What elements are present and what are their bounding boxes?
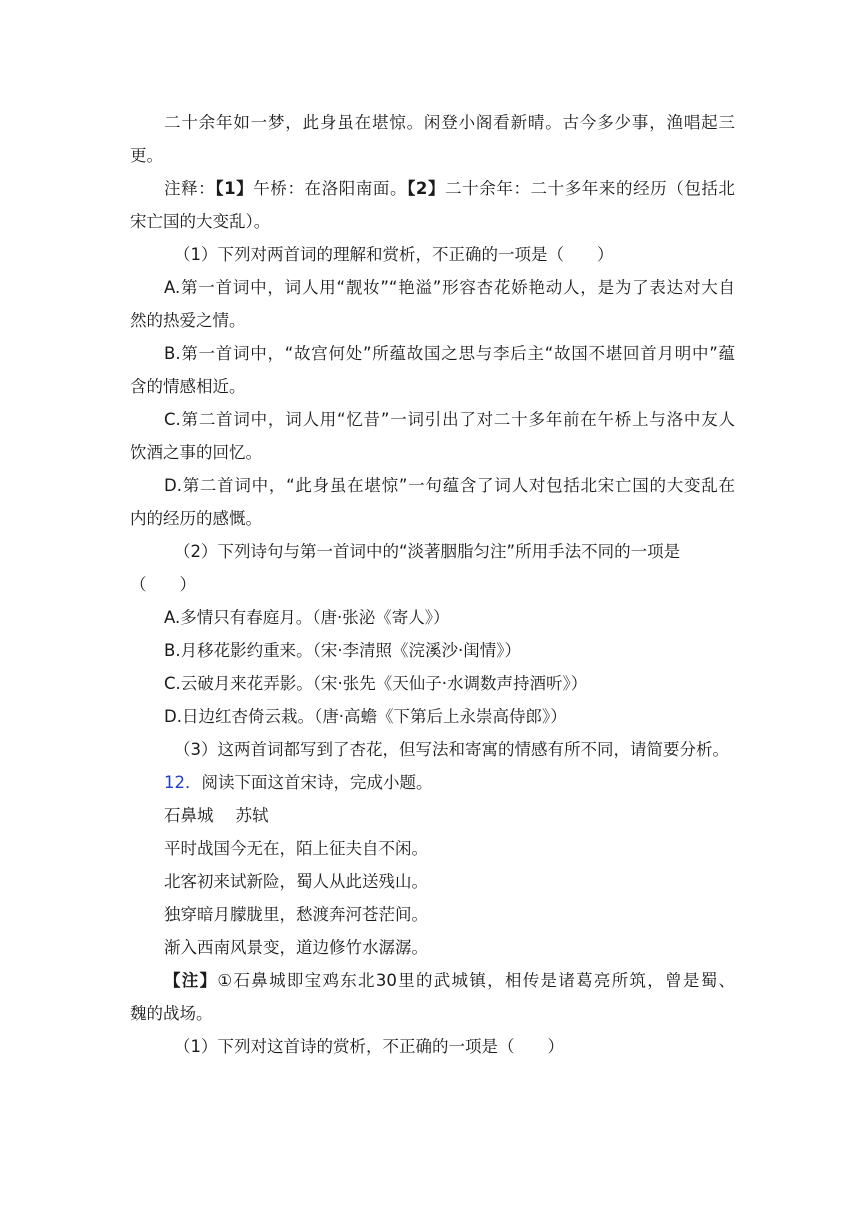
poem-line xyxy=(130,106,735,139)
answer-blank: （ ） xyxy=(130,575,196,594)
option-text: C.云破月来花弄影。（宋·张先《天仙子·水调数声持酒听》） xyxy=(164,674,588,693)
item-header xyxy=(130,766,735,799)
option-text: A.多情只有春庭月。（唐·张泌《寄人》） xyxy=(164,608,450,627)
question-text: （1）下列对两首词的理解和赏析，不正确的一项是（ ） xyxy=(174,245,614,264)
answer-paren xyxy=(130,568,735,601)
option-text: D.日边红杏倚云栽。（唐·高蟾《下第后上永崇高侍郎》） xyxy=(164,707,567,726)
poem-title: 石鼻城 xyxy=(164,806,214,825)
poem-note-cont xyxy=(130,997,735,1030)
option-a xyxy=(130,271,735,304)
note-marker: 【2】 xyxy=(407,179,446,198)
poem-author: 苏轼 xyxy=(235,806,269,825)
option-b xyxy=(130,337,735,370)
note-label: 【注】 xyxy=(164,971,218,990)
question-text: （2）下列诗句与第一首词中的“淡著胭脂匀注”所用手法不同的一项是 xyxy=(174,542,681,561)
option-c xyxy=(130,403,735,436)
question-text: （1）下列对这首诗的赏析，不正确的一项是（ ） xyxy=(174,1037,564,1056)
document-body xyxy=(130,106,735,1063)
option-d xyxy=(130,700,735,733)
option-text: B.第一首词中，“故宫何处”所蕴故国之思与李后主“故国不堪回首月明中”蕴 xyxy=(164,344,735,363)
notes-line xyxy=(130,172,735,205)
verse-text: 独穿暗月朦胧里，愁渡奔河苍茫间。 xyxy=(164,905,428,924)
question-stem xyxy=(130,535,735,568)
option-text: A.第一首词中，词人用“靓妆”“艳溢”形容杏花娇艳动人，是为了表达对大自 xyxy=(164,278,735,297)
verse-line xyxy=(130,832,735,865)
option-c-cont xyxy=(130,436,735,469)
option-d xyxy=(130,469,735,502)
option-d-cont xyxy=(130,502,735,535)
option-text: B.月移花影约重来。（宋·李清照《浣溪沙·闺情》） xyxy=(164,641,522,660)
verse-text: 渐入西南风景变，道边修竹水潺潺。 xyxy=(164,938,428,957)
option-a-cont xyxy=(130,304,735,337)
option-c xyxy=(130,667,735,700)
notes-label: 注释： xyxy=(164,179,216,198)
note-text: ①石鼻城即宝鸡东北30里的武城镇，相传是诸葛亮所筑，曾是蜀、 xyxy=(217,971,735,990)
poem-note xyxy=(130,964,735,997)
note-text: 宋亡国的大变乱）。 xyxy=(130,212,271,231)
option-b xyxy=(130,634,735,667)
poem-text: 二十余年如一梦，此身虽在堪惊。闲登小阁看新晴。古今多少事，渔唱起三 xyxy=(164,113,735,132)
verse-line xyxy=(130,931,735,964)
option-text: 内的经历的感慨。 xyxy=(130,509,262,528)
verse-text: 平时战国今无在，陌上征夫自不闲。 xyxy=(164,839,428,858)
note-text: 魏的战场。 xyxy=(130,1004,213,1023)
poem-line xyxy=(130,139,735,172)
option-b-cont xyxy=(130,370,735,403)
option-text: 然的热爱之情。 xyxy=(130,311,246,330)
note-marker: 【1】 xyxy=(215,179,254,198)
option-a xyxy=(130,601,735,634)
verse-text: 北客初来试新险，蜀人从此送残山。 xyxy=(164,872,428,891)
note-text: 二十余年：二十多年来的经历（包括北 xyxy=(445,179,735,198)
option-text: 饮酒之事的回忆。 xyxy=(130,443,262,462)
notes-line xyxy=(130,205,735,238)
question-text: （3）这两首词都写到了杏花，但写法和寄寓的情感有所不同，请简要分析。 xyxy=(174,740,729,759)
option-text: 含的情感相近。 xyxy=(130,377,246,396)
option-text: C.第二首词中，词人用“忆昔”一词引出了对二十多年前在午桥上与洛中友人 xyxy=(164,410,735,429)
question-stem xyxy=(130,238,735,271)
option-text: D.第二首词中，“此身虽在堪惊”一句蕴含了词人对包括北宋亡国的大变乱在 xyxy=(164,476,735,495)
item-instruction: 阅读下面这首宋诗，完成小题。 xyxy=(201,773,433,792)
question-stem xyxy=(130,733,735,766)
question-stem xyxy=(130,1030,735,1063)
poem-title-line xyxy=(130,799,735,832)
verse-line xyxy=(130,898,735,931)
verse-line xyxy=(130,865,735,898)
item-number: 12． xyxy=(164,773,202,792)
note-text: 午桥：在洛阳南面。 xyxy=(253,179,408,198)
poem-text: 更。 xyxy=(130,146,163,165)
